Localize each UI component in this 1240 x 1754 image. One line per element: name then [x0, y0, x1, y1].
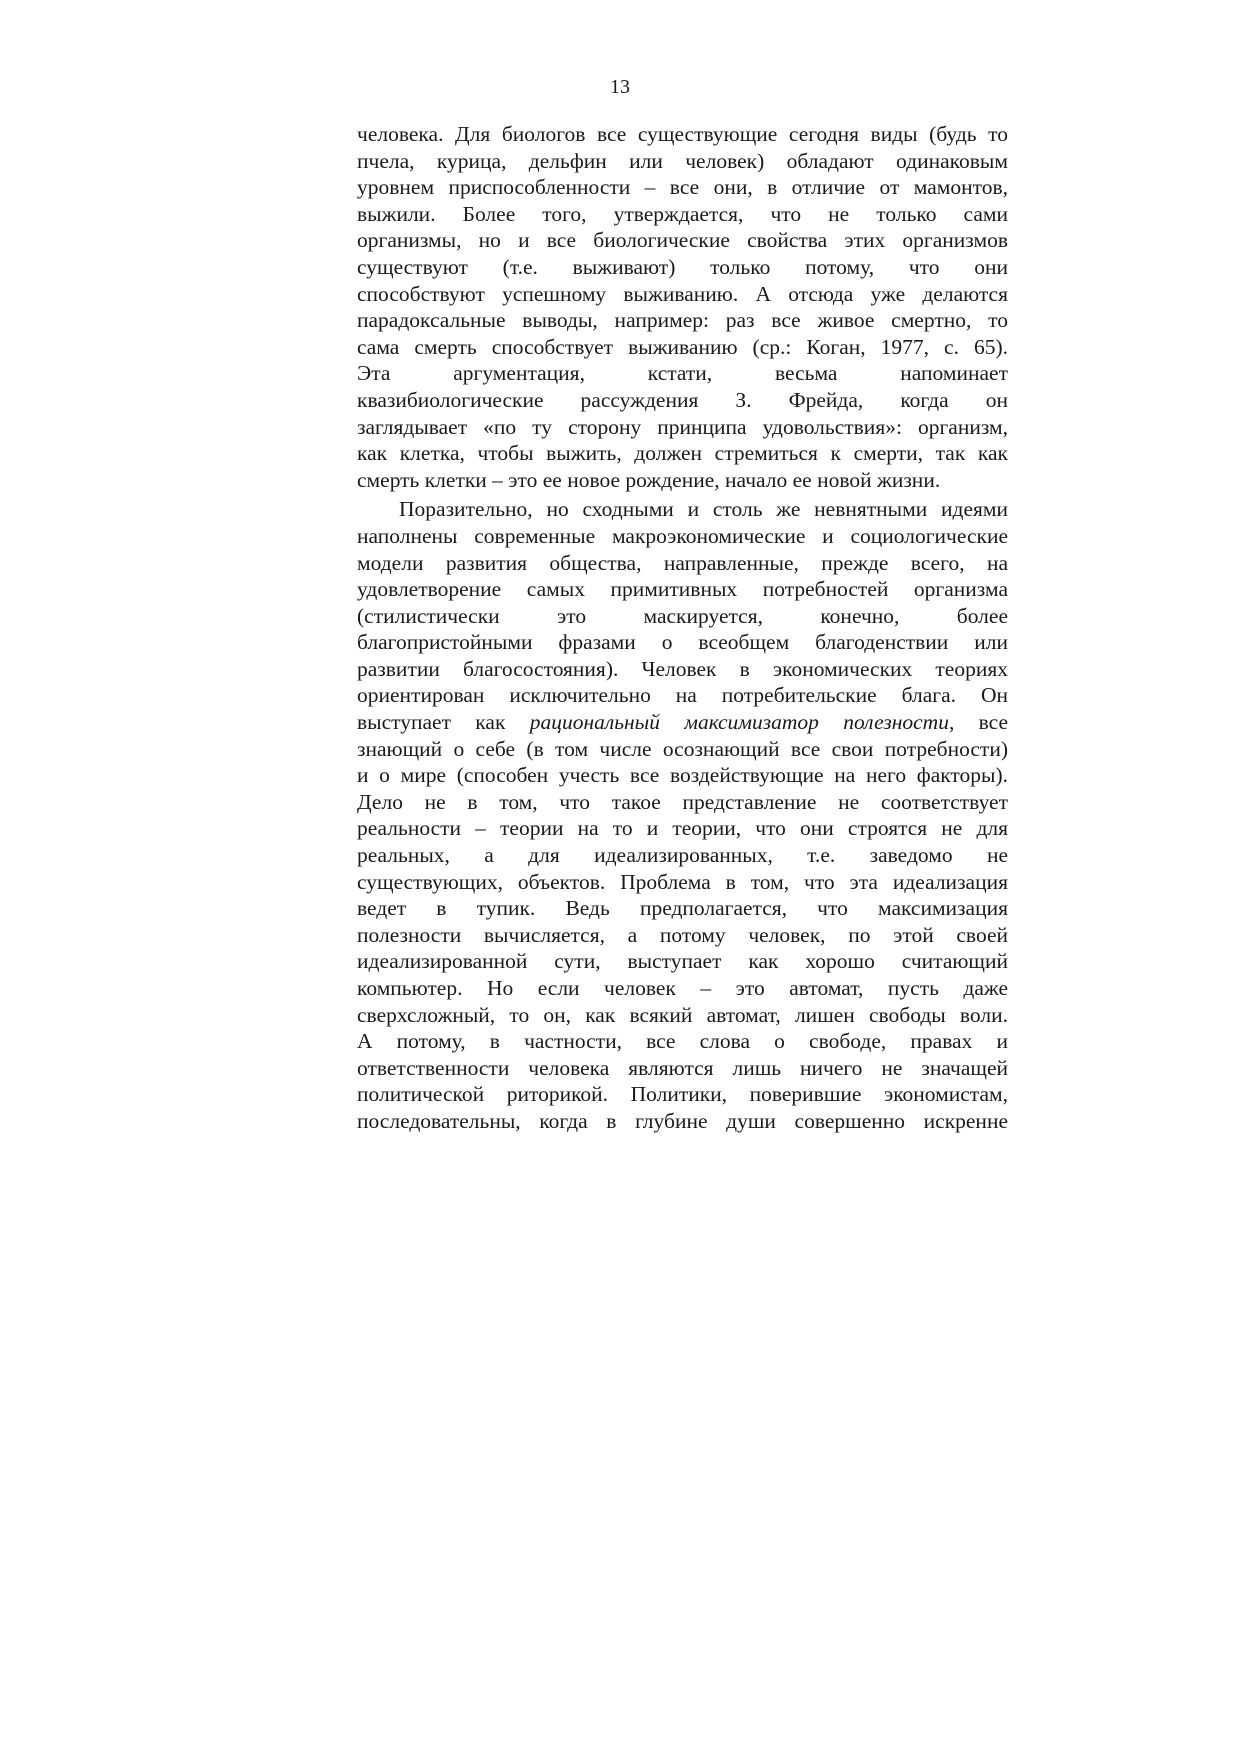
- text-line: А потому, в частности, все слова о свободе, правах и: [357, 1029, 1008, 1054]
- text-line: пчела, курица, дельфин или человек) обладают одинаковым: [357, 148, 1008, 173]
- text-line: компьютер. Но если человек – это автомат, пусть даже: [357, 976, 1008, 1000]
- text-line: выжили. Более того, утверждается, что не только сами: [357, 201, 1008, 226]
- emphasized-term: рациональный максимизатор полезности: [529, 710, 949, 735]
- text-line: квазибиологические рассуждения З. Фрейда, когда он: [357, 387, 1008, 412]
- text-line: организмы, но и все биологические свойства этих организмов: [357, 228, 1008, 253]
- text-line: модели развития общества, направленные, прежде всего, на: [357, 550, 1008, 575]
- text-line: заглядывает «по ту сторону принципа удовольствия»: организм,: [357, 414, 1008, 439]
- text-line: полезности вычисляется, а потому человек, по этой своей: [357, 922, 1008, 947]
- text-line: способствуют успешному выживанию. А отсюда уже делаются: [357, 281, 1008, 306]
- text-line: (стилистически это маскируется, конечно, более: [357, 603, 1008, 628]
- text-line: Дело не в том, что такое представление не соответствует: [357, 789, 1008, 814]
- text-line: сверхсложный, то он, как всякий автомат, лишен свободы воли.: [357, 1002, 1008, 1027]
- text-fragment: выступает как: [357, 710, 530, 735]
- text-line: ориентирован исключительно на потребительские блага. Он: [357, 683, 1008, 708]
- text-line: существующих, объектов. Проблема в том, что эта идеализация: [357, 869, 1008, 894]
- text-line: реальных, а для идеализированных, т.е. заведомо не: [357, 843, 1008, 868]
- text-line: смерть клетки – это ее новое рождение, начало ее новой жизни.: [357, 467, 941, 492]
- text-line: уровнем приспособленности – все они, в отличие от мамонтов,: [357, 175, 1008, 200]
- text-line-with-emphasis: [357, 709, 1008, 736]
- text-line: и о мире (способен учесть все воздействующие на него факторы).: [357, 763, 1008, 788]
- text-line: последовательны, когда в глубине души совершенно искренне: [357, 1108, 1008, 1133]
- paragraph-1: [357, 121, 1008, 493]
- text-line: удовлетворение самых примитивных потребностей организма: [357, 577, 1008, 602]
- text-line: парадоксальные выводы, например: раз все живое смертно, то: [357, 308, 1008, 333]
- text-line: человека. Для биологов все существующие сегодня виды (будь то: [357, 122, 1008, 146]
- text-line: существуют (т.е. выживают) только потому, что они: [357, 254, 1008, 279]
- page-number: 13: [610, 76, 630, 98]
- text-line: политической риторикой. Политики, поверившие экономистам,: [357, 1082, 1008, 1107]
- text-line: развитии благосостояния). Человек в экономических теориях: [357, 656, 1008, 681]
- text-line: ведет в тупик. Ведь предполагается, что максимизация: [357, 896, 1008, 921]
- paragraph-2: [357, 496, 1008, 1134]
- text-line: наполнены современные макроэкономические и социологические: [357, 523, 1008, 548]
- text-line: ответственности человека являются лишь ничего не значащей: [357, 1055, 1008, 1080]
- text-line: реальности – теории на то и теории, что они строятся не для: [357, 816, 1008, 841]
- text-line: сама смерть способствует выживанию (ср.: Коган, 1977, с. 65).: [357, 334, 1008, 359]
- text-line: идеализированной сути, выступает как хорошо считающий: [357, 949, 1008, 974]
- text-fragment: , все: [948, 710, 1009, 735]
- text-line: благопристойными фразами о всеобщем благоденствии или: [357, 630, 1008, 655]
- text-line: как клетка, чтобы выжить, должен стремиться к смерти, так как: [357, 441, 1008, 466]
- text-line: знающий о себе (в том числе осознающий все свои потребности): [357, 736, 1008, 761]
- text-line: Эта аргументация, кстати, весьма напоминает: [357, 361, 1008, 386]
- body-text: [357, 121, 1008, 1135]
- text-line: Поразительно, но сходными и столь же невнятными идеями: [399, 497, 1008, 522]
